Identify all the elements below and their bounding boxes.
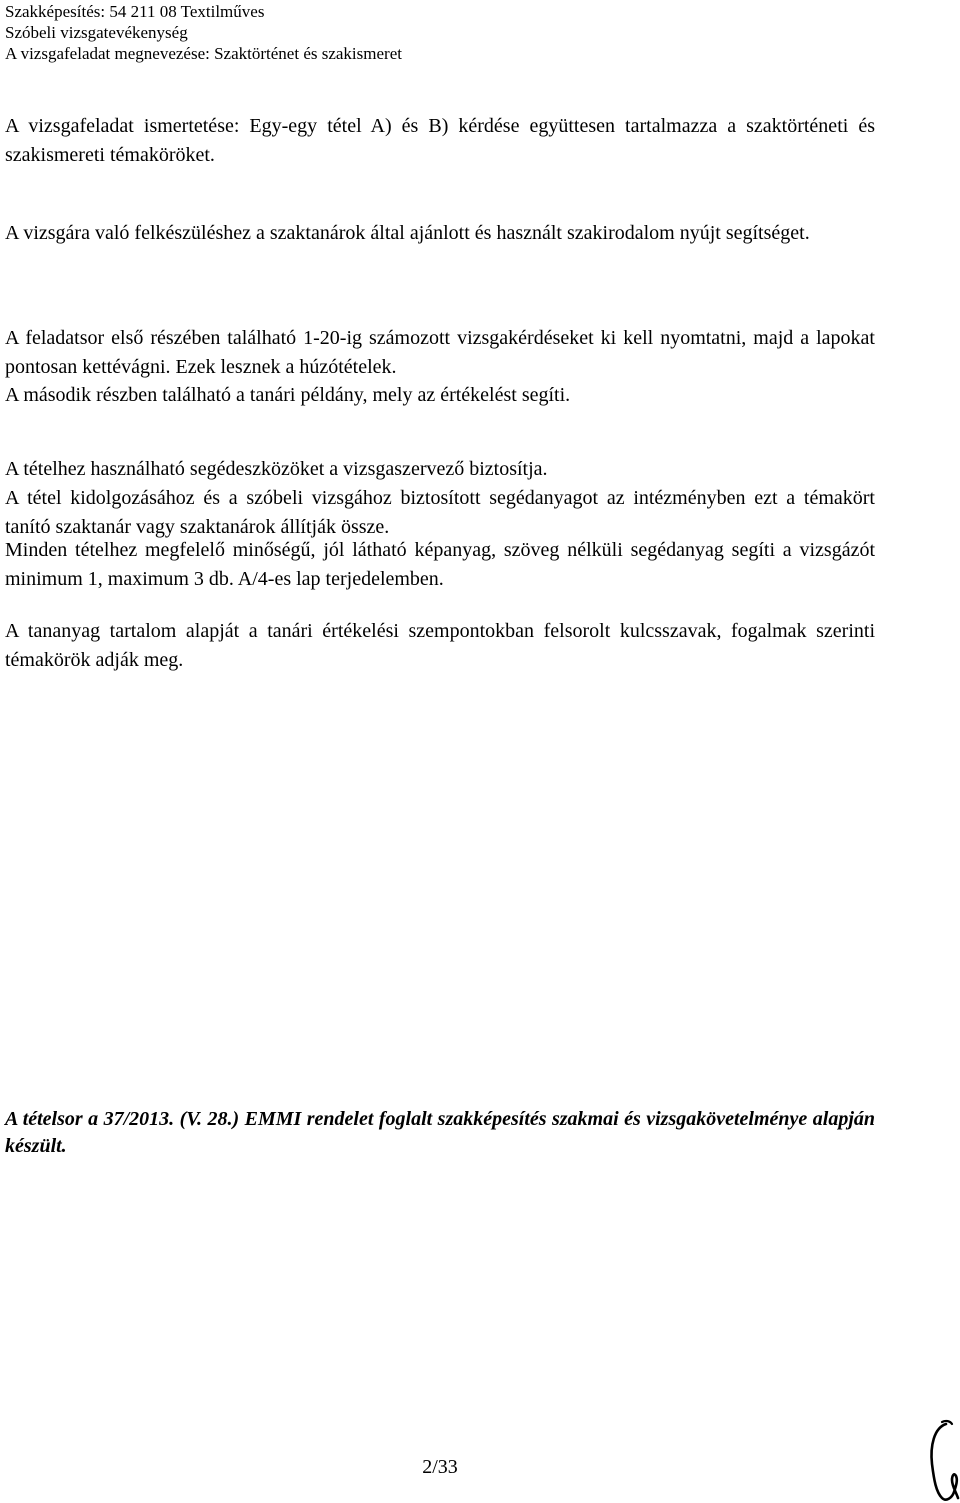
preparation-paragraph: A vizsgára való felkészüléshez a szaktanárok által ajánlott és használt szakirodalom nyújt segítséget. (5, 222, 810, 244)
exam-task-name-line: A vizsgafeladat megnevezése: Szaktörténet és szakismeret (5, 44, 402, 63)
teacher-material-paragraph: A tétel kidolgozásához és a szóbeli vizsgához biztosított segédanyagot az intézményben ezt a témakört tanító szaktanár vagy szaktanárok állítják össze. (5, 487, 875, 538)
page-number: 2/33 (422, 1456, 458, 1478)
curriculum-paragraph: A tananyag tartalom alapját a tanári értékelési szempontokban felsorolt kulcsszavak, fogalmak szerinti témakörök adják meg. (5, 620, 875, 671)
second-part-paragraph: A második részben található a tanári példány, mely az értékelést segíti. (5, 384, 571, 406)
qualification-line: Szakképesítés: 54 211 08 Textilműves (5, 2, 265, 21)
task-set-paragraph: A feladatsor első részében található 1-20-ig számozott vizsgakérdéseket ki kell nyomtatni, majd a lapokat pontosan kettévágni. Ezek lesznek a húzótételek. (5, 327, 875, 378)
exam-type-line: Szóbeli vizsgatevékenység (5, 23, 188, 42)
document-header (5, 1, 402, 64)
signature-mark (912, 1418, 960, 1503)
regulation-note: A tételsor a 37/2013. (V. 28.) EMMI rendelet foglalt szakképesítés szakmai és vizsgakövetelménye alapján készült. (5, 1108, 875, 1157)
tools-paragraph: A tételhez használható segédeszközöket a vizsgaszervező biztosítja. (5, 458, 548, 480)
task-description-paragraph: A vizsgafeladat ismertetése: Egy-egy tétel A) és B) kérdése együttesen tartalmazza a szaktörténeti és szakismereti témaköröket. (5, 115, 875, 166)
visual-material-paragraph: Minden tételhez megfelelő minőségű, jól látható képanyag, szöveg nélküli segédanyag segíti a vizsgázót minimum 1, maximum 3 db. A/4-es lap terjedelemben. (5, 539, 875, 590)
